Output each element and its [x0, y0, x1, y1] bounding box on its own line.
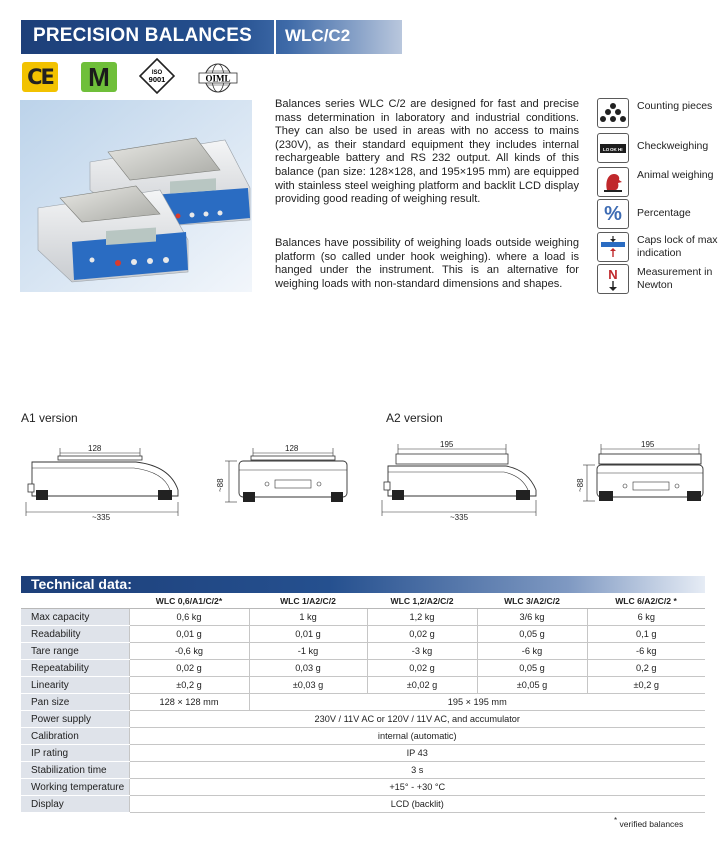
newton-icon — [597, 264, 629, 294]
table-cell: 230V / 11V AC or 120V / 11V AC, and accumulator — [129, 711, 705, 728]
m-metrology-icon: M — [81, 62, 117, 92]
param-label: Pan size — [21, 694, 129, 711]
table-cell: ±0,2 g — [587, 677, 705, 694]
table-cell: +15° - +30 °C — [129, 779, 705, 796]
a2-version-label: A2 version — [386, 411, 443, 425]
footnote-mark: * — [614, 816, 618, 825]
table-row — [21, 711, 705, 728]
iso-9001-icon — [139, 58, 175, 94]
a2-front-pan-dim: 195 — [641, 440, 655, 449]
checkweighing-icon — [597, 133, 629, 163]
feature-newton — [597, 264, 727, 294]
footnote-text: verified balances — [619, 818, 684, 829]
a1-length-dim: ~335 — [92, 513, 111, 522]
table-row — [21, 796, 705, 813]
title-banner — [21, 20, 402, 54]
page-title: PRECISION BALANCES — [33, 25, 252, 46]
ce-mark-icon: CE — [22, 62, 58, 92]
newton-symbol: N — [608, 267, 618, 282]
banner-divider — [274, 20, 276, 54]
check-tag-lo: LO — [603, 147, 610, 152]
table-cell: 0,01 g — [129, 626, 249, 643]
param-label: Stabilization time — [21, 762, 129, 779]
a1-version-label: A1 version — [21, 411, 78, 425]
column-header: WLC 6/A2/C/2 * — [587, 593, 705, 609]
iso-number: 9001 — [148, 75, 166, 84]
table-cell: ±0,05 g — [477, 677, 587, 694]
check-tag-ok: OK — [610, 147, 617, 152]
a2-front-drawing — [575, 436, 725, 511]
table-cell: 0,1 g — [587, 626, 705, 643]
a1-height-dim: ~88 — [216, 478, 225, 492]
feature-counting-pieces — [597, 98, 727, 128]
a1-front-pan-dim: 128 — [285, 444, 299, 453]
feature-percentage — [597, 199, 727, 229]
table-row — [21, 762, 705, 779]
table-row — [21, 660, 705, 677]
animal-weighing-icon — [597, 167, 629, 197]
product-photo — [20, 100, 252, 292]
table-cell: -6 kg — [587, 643, 705, 660]
table-cell: 6 kg — [587, 609, 705, 626]
param-label: Power supply — [21, 711, 129, 728]
column-header: WLC 1/A2/C/2 — [249, 593, 367, 609]
feature-label: Checkweighing — [637, 140, 709, 152]
a2-length-dim: ~335 — [450, 513, 469, 521]
param-label: Max capacity — [21, 609, 129, 626]
feature-caps-lock — [597, 232, 727, 262]
table-cell: 0,05 g — [477, 626, 587, 643]
table-cell: ±0,03 g — [249, 677, 367, 694]
feature-label: Caps lock of max indication — [637, 234, 718, 259]
table-cell: ±0,2 g — [129, 677, 249, 694]
table-row — [21, 677, 705, 694]
table-row — [21, 643, 705, 660]
table-cell: -3 kg — [367, 643, 477, 660]
table-cell: 0,01 g — [249, 626, 367, 643]
a2-height-dim: ~88 — [576, 478, 585, 492]
table-cell: -1 kg — [249, 643, 367, 660]
table-cell: 0,03 g — [249, 660, 367, 677]
oiml-label: OIML — [205, 73, 231, 84]
caps-lock-icon — [597, 232, 629, 262]
table-cell: -0,6 kg — [129, 643, 249, 660]
table-cell: -6 kg — [477, 643, 587, 660]
table-cell: 195 × 195 mm — [249, 694, 705, 711]
a2-side-drawing — [378, 436, 548, 521]
table-cell: 0,2 g — [587, 660, 705, 677]
iso-label: ISO — [151, 70, 163, 76]
param-label: IP rating — [21, 745, 129, 762]
table-cell: 0,02 g — [367, 660, 477, 677]
feature-label: Animal weighing — [637, 169, 714, 181]
table-cell: 128 × 128 mm — [129, 694, 249, 711]
table-cell: 0,02 g — [129, 660, 249, 677]
counting-pieces-icon — [597, 98, 629, 128]
param-label: Tare range — [21, 643, 129, 660]
table-cell: 0,6 kg — [129, 609, 249, 626]
table-row — [21, 745, 705, 762]
table-cell: 0,02 g — [367, 626, 477, 643]
param-label: Readability — [21, 626, 129, 643]
column-header — [21, 593, 129, 609]
model-name: WLC/C2 — [285, 26, 351, 45]
description-paragraph-1: Balances series WLC C/2 are designed for fast and precise mass determination in laboratory and industrial conditions. They can also be used in areas with no access to mains (230V), as their standard equipment they includes internal rechargeable battery and RS 232 output. All kinds of this balance (pan size: 128×128, and 195×195 mm) are equipped with stainless steel weighing platform and backlit LCD display providing good reading of weighing result. — [275, 98, 579, 206]
param-label: Display — [21, 796, 129, 813]
column-header: WLC 3/A2/C/2 — [477, 593, 587, 609]
feature-checkweighing — [597, 133, 727, 163]
table-cell: 1,2 kg — [367, 609, 477, 626]
description-paragraph-2: Balances have possibility of weighing loads outside weighing platform (so called under hook weighing). where a load is hanged under the instrument. This is an alternative for weighing loads with non-standard dimensions and shapes. — [275, 237, 579, 290]
check-tag-hi: HI — [618, 147, 623, 152]
column-header: WLC 1,2/A2/C/2 — [367, 593, 477, 609]
table-cell: IP 43 — [129, 745, 705, 762]
a2-pan-dim: 195 — [440, 440, 454, 449]
column-header: WLC 0,6/A1/C/2* — [129, 593, 249, 609]
table-cell: 0,05 g — [477, 660, 587, 677]
table-cell: ±0,02 g — [367, 677, 477, 694]
table-header-row — [21, 593, 705, 609]
param-label: Calibration — [21, 728, 129, 745]
table-row — [21, 779, 705, 796]
feature-label: Measurement in Newton — [637, 266, 713, 291]
table-cell: 3/6 kg — [477, 609, 587, 626]
feature-label: Counting pieces — [637, 100, 713, 112]
table-row — [21, 728, 705, 745]
table-cell: 1 kg — [249, 609, 367, 626]
technical-data-title: Technical data: — [31, 576, 132, 592]
table-row — [21, 694, 705, 711]
oiml-icon — [196, 62, 240, 94]
percentage-icon: % — [597, 199, 629, 229]
table-row — [21, 609, 705, 626]
technical-data-header — [21, 576, 705, 593]
feature-animal-weighing — [597, 167, 727, 197]
table-row — [21, 626, 705, 643]
a1-front-drawing — [215, 440, 360, 510]
param-label: Linearity — [21, 677, 129, 694]
table-cell: internal (automatic) — [129, 728, 705, 745]
technical-data-table — [21, 593, 705, 813]
feature-label: Percentage — [637, 207, 691, 219]
param-label: Working temperature — [21, 779, 129, 796]
a1-side-drawing — [18, 440, 188, 525]
a1-pan-dim: 128 — [88, 444, 102, 453]
table-cell: 3 s — [129, 762, 705, 779]
table-cell: LCD (backlit) — [129, 796, 705, 813]
footnote — [614, 816, 683, 829]
param-label: Repeatability — [21, 660, 129, 677]
